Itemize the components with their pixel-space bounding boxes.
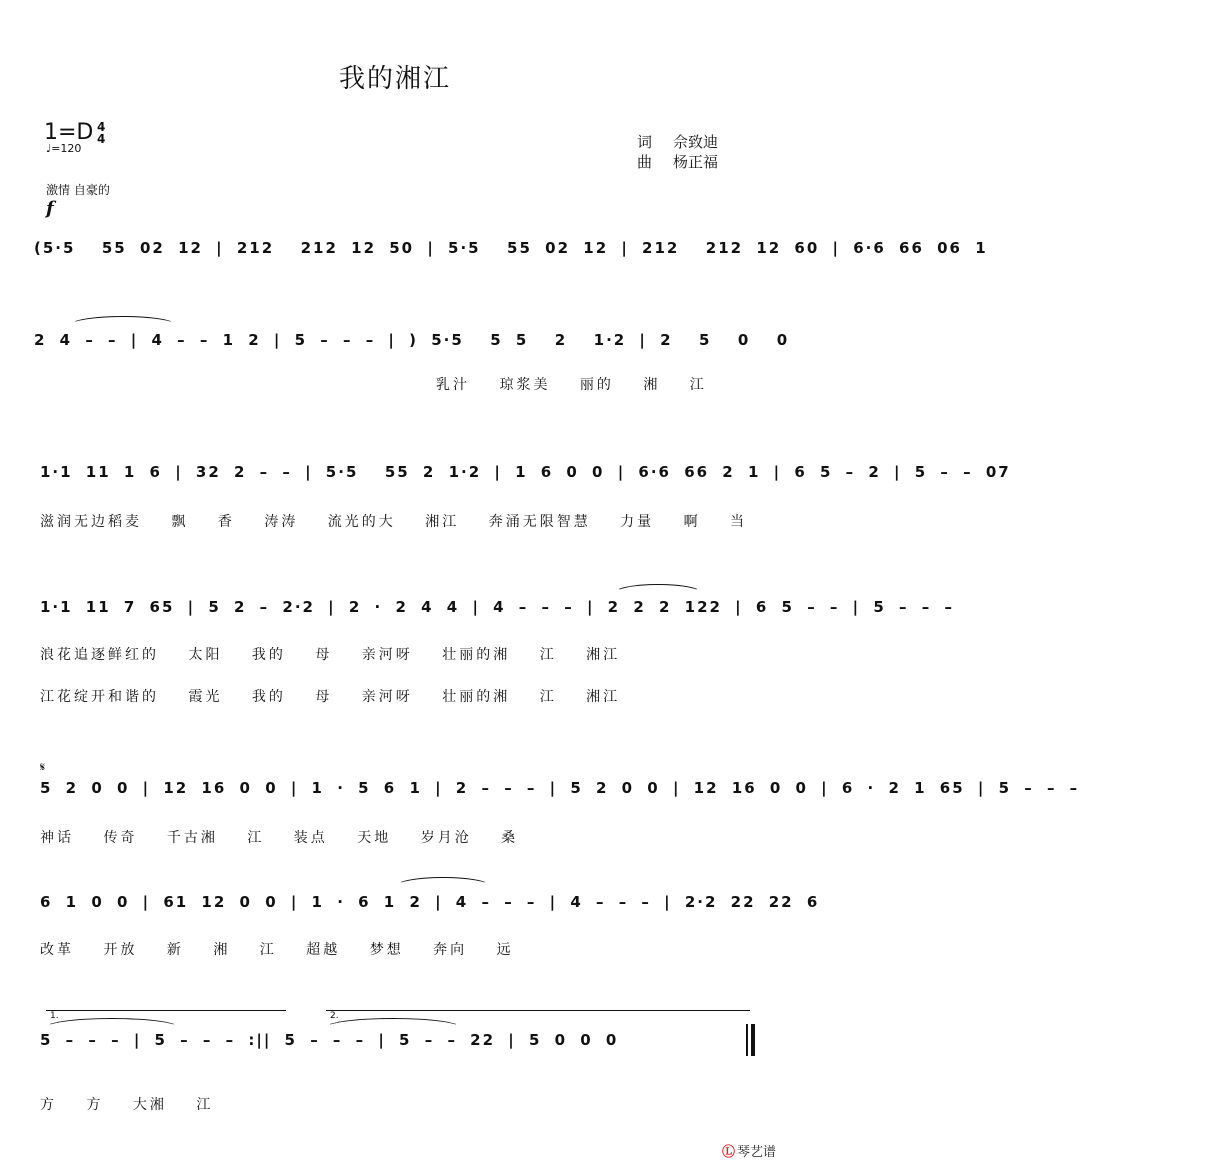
credits <box>637 132 718 172</box>
tie-arc <box>324 1018 462 1038</box>
lyricist-name: 佘致迪 <box>673 133 719 151</box>
volta-1-number: 1. <box>50 1011 59 1021</box>
notation-line-7: 5 – – – | 5 – – – :|| 5 – – – | 5 – – 22 | 5 0 0 0 <box>40 1031 619 1049</box>
tie-arc <box>396 877 490 895</box>
notation-line-5: 5 2 0 0 | 12 16 0 0 | 1 · 5 6 1 | 2 – – – | 5 2 0 0 | 12 16 0 0 | 6 · 2 1 65 | 5 – – – <box>40 779 1080 797</box>
notation-line-3: 1·1 11 1 6 | 32 2 – – | 5·5 55 2 1·2 | 1 6 0 0 | 6·6 66 2 1 | 6 5 – 2 | 5 – – 07 <box>40 463 1011 481</box>
lyric-line-5: 神话 传奇 千古湘 江 装点 天地 岁月沧 桑 <box>40 830 519 846</box>
volta-1-line <box>46 1010 286 1011</box>
volta-2-number: 2. <box>330 1011 339 1021</box>
notation-line-1: (5·5 55 02 12 | 212 212 12 50 | 5·5 55 02 12 | 212 212 12 60 | 6·6 66 06 1 <box>34 239 988 257</box>
final-barline-thick <box>751 1024 755 1056</box>
notation-line-4: 1·1 11 7 65 | 5 2 – 2·2 | 2 · 2 4 4 | 4 – – – | 2 2 2 122 | 6 5 – – | 5 – – – <box>40 598 954 616</box>
song-title: 我的湘江 <box>338 64 451 94</box>
tie-arc <box>614 584 702 602</box>
final-barline-thin <box>746 1024 748 1056</box>
lyric-line-3: 滋润无边稻麦 飘 香 涛涛 流光的大 湘江 奔涌无限智慧 力量 啊 当 <box>40 514 748 530</box>
time-signature-bottom: 4 <box>97 132 106 146</box>
notation-line-2: 2 4 – – | 4 – – 1 2 | 5 – – – | ) 5·5 5 5 2 1·2 | 2 5 0 0 <box>34 331 790 349</box>
key-signature: 1=D <box>44 120 94 145</box>
time-signature <box>97 121 105 145</box>
time-signature-top: 4 <box>97 120 106 134</box>
logo-icon: Ⓛ <box>721 1145 735 1160</box>
tempo-mark: ♩=120 <box>46 142 82 155</box>
expression-mark: 激情 自豪的 <box>46 183 110 197</box>
lyric-line-4: 浪花追逐鲜红的 太阳 我的 母 亲河呀 壮丽的湘 江 湘江 <box>40 647 621 663</box>
segno-sign: 𝄋 <box>40 760 46 774</box>
lyric-line-6: 改革 开放 新 湘 江 超越 梦想 奔向 远 <box>40 942 514 958</box>
lyric-line-7: 方 方 大湘 江 <box>40 1097 214 1113</box>
dynamic-mark: f <box>46 198 54 219</box>
volta-2-line <box>326 1010 750 1011</box>
composer-role: 曲 <box>637 153 653 171</box>
watermark-logo <box>722 1141 776 1160</box>
notation-line-6: 6 1 0 0 | 61 12 0 0 | 1 · 6 1 2 | 4 – – – | 4 – – – | 2·2 22 22 6 <box>40 893 820 911</box>
lyricist-role: 词 <box>637 133 653 151</box>
watermark-text: 琴艺谱 <box>736 1145 776 1160</box>
composer-name: 杨正福 <box>673 153 719 171</box>
tie-arc <box>70 316 176 334</box>
lyric-line-2: 乳汁 琼浆美 丽的 湘 江 <box>436 377 707 393</box>
tie-arc <box>44 1018 180 1038</box>
lyric-line-4b: 江花绽开和谐的 霞光 我的 母 亲河呀 壮丽的湘 江 湘江 <box>40 689 621 705</box>
